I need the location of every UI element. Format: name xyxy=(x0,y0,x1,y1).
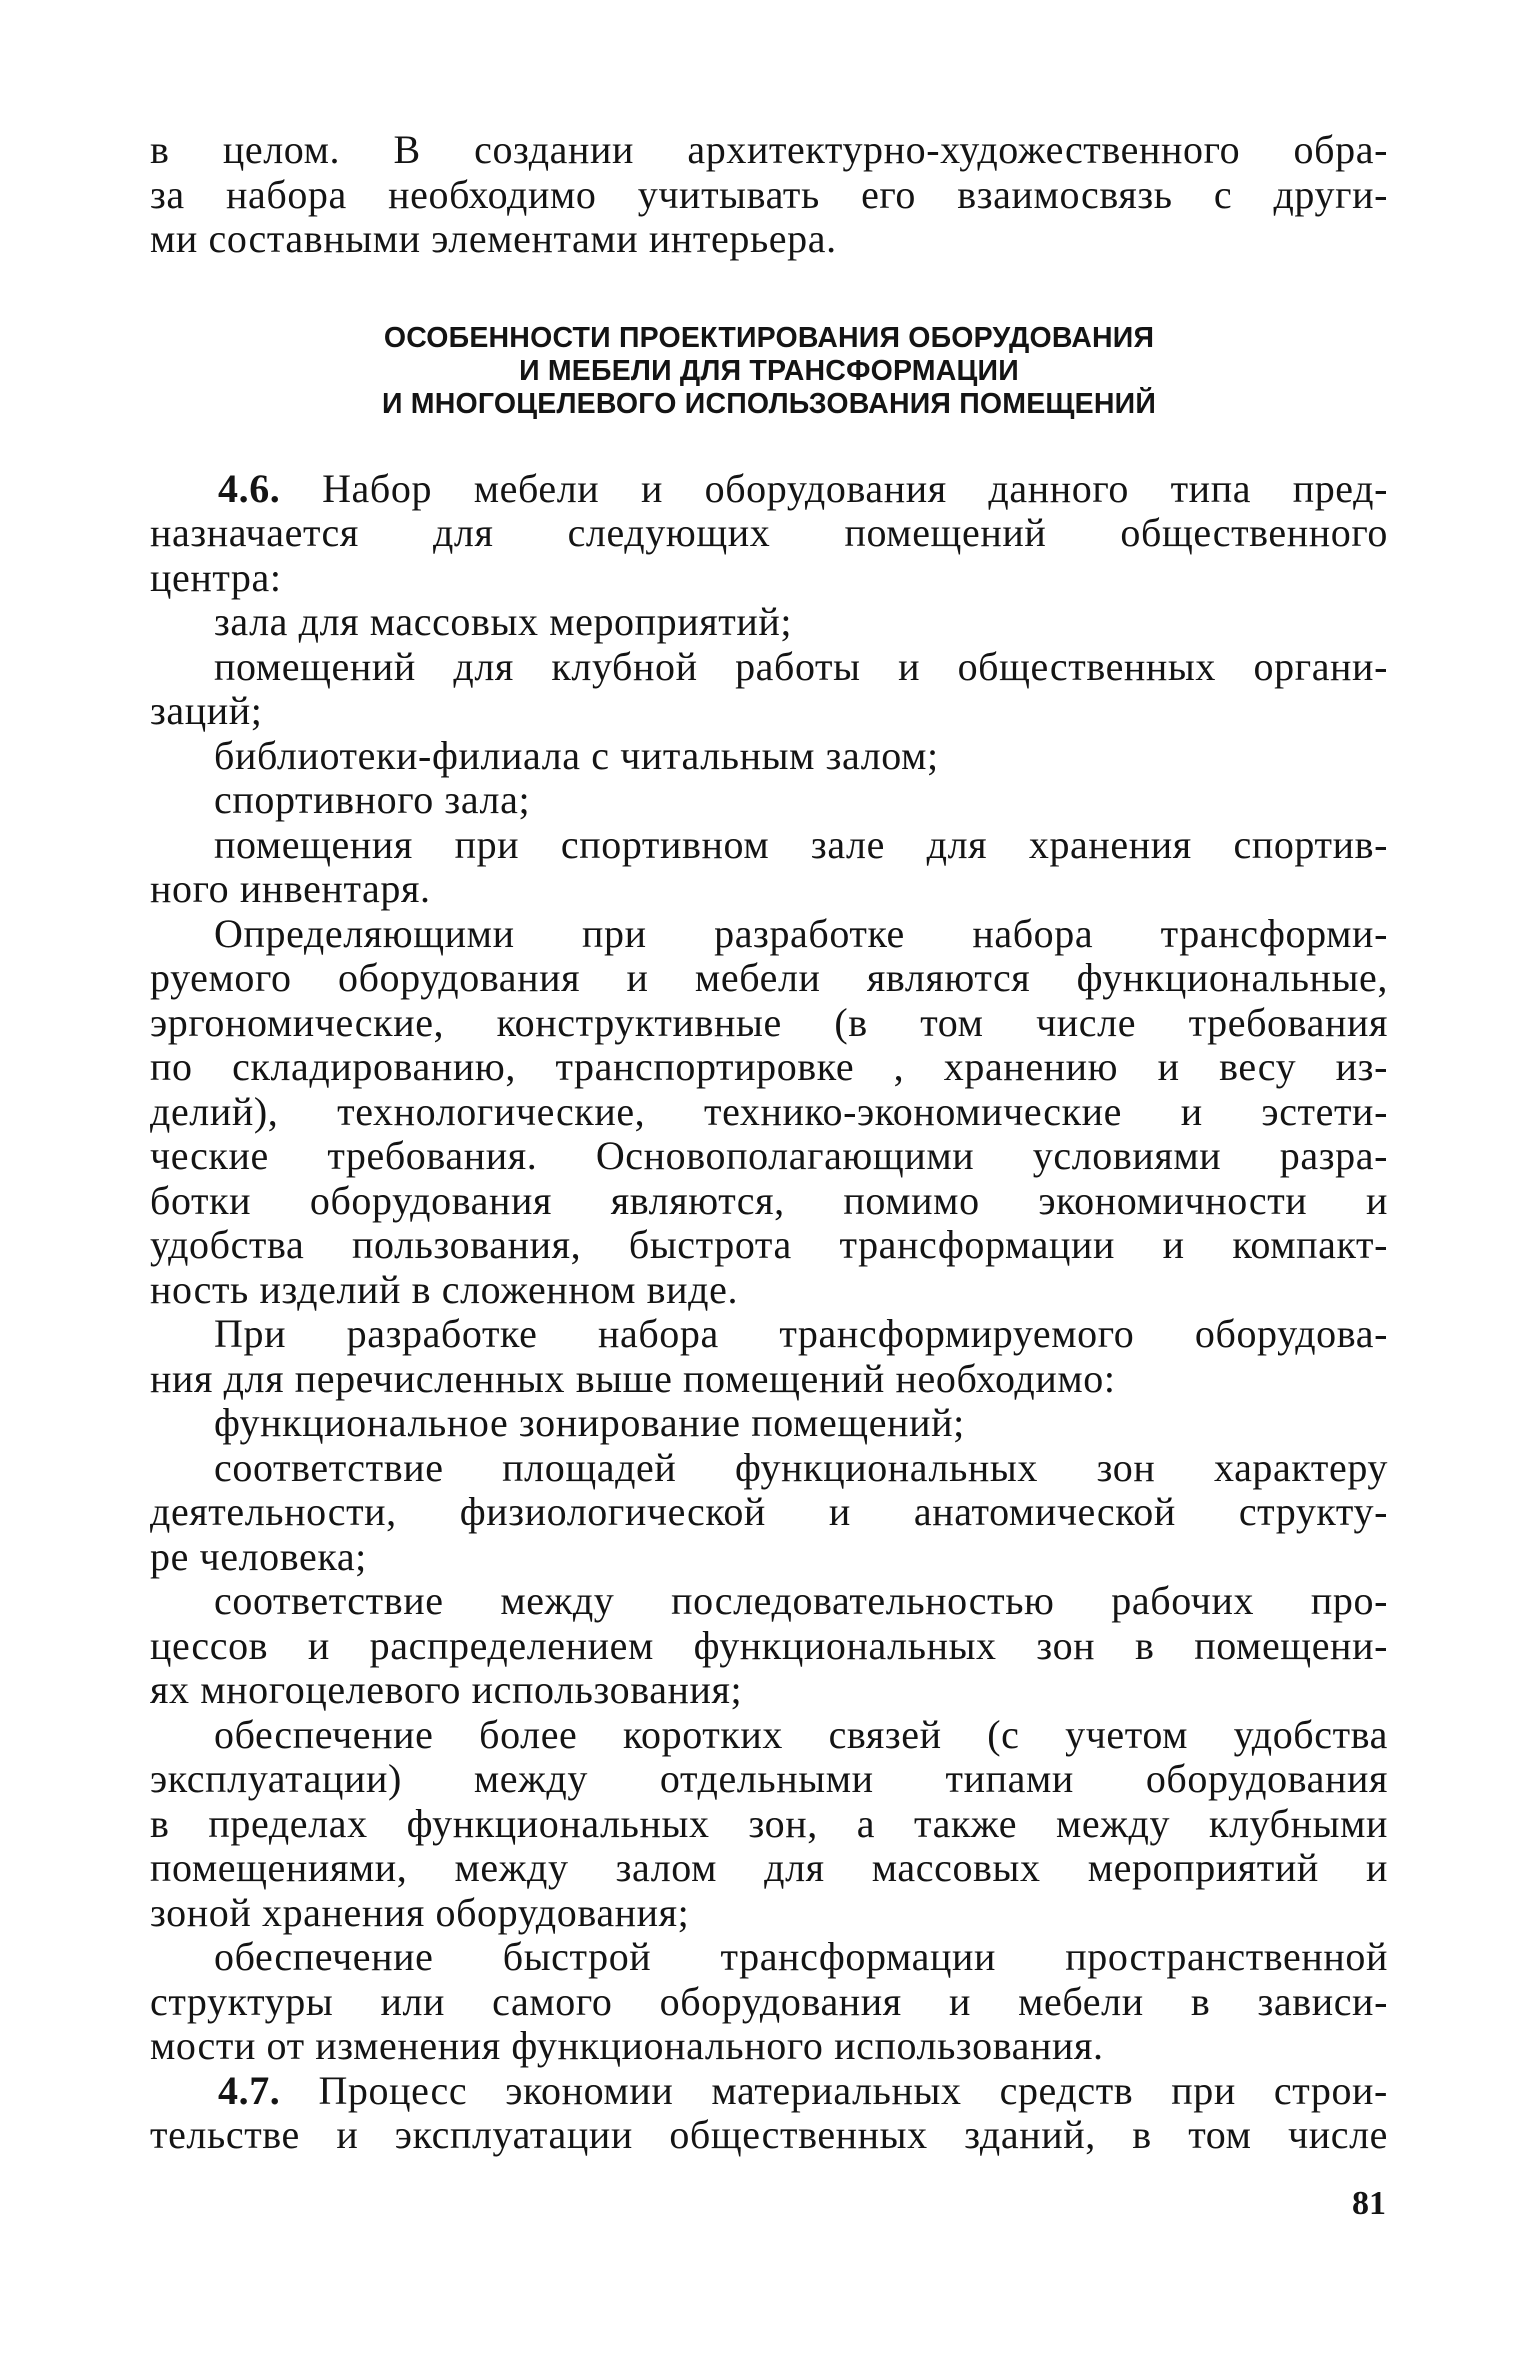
text-line: эксплуатации) между отдельными типами оборудования xyxy=(150,1756,1388,1801)
text-line: ре человека; xyxy=(150,1533,367,1579)
text-line: в целом. В создании архитектурно-художественного обра- xyxy=(150,127,1388,172)
text-line: руемого оборудования и мебели являются функциональные, xyxy=(150,955,1388,1000)
list-item: зала для массовых мероприятий; xyxy=(214,599,793,644)
heading-line: И МНОГОЦЕЛЕВОГО ИСПОЛЬЗОВАНИЯ ПОМЕЩЕНИЙ xyxy=(381,387,1157,420)
text-line: по складированию, транспортировке , хранению и весу из- xyxy=(150,1044,1388,1089)
text-line: назначается для следующих помещений общественного xyxy=(150,510,1388,555)
text-line: мости от изменения функционального использования. xyxy=(150,2023,1104,2068)
text-line: делий), технологические, технико-экономические и эстети- xyxy=(150,1088,1388,1134)
text-line: центра: xyxy=(150,554,282,600)
text-line: в пределах функциональных зон, а также между клубными xyxy=(150,1800,1388,1846)
page-number: 81 xyxy=(1352,2185,1386,2222)
text-line: Процесс экономии материальных средств при строи- xyxy=(318,2067,1388,2113)
paragraph-4-6-first-line xyxy=(150,467,1388,512)
heading-line: ОСОБЕННОСТИ ПРОЕКТИРОВАНИЯ ОБОРУДОВАНИЯ xyxy=(383,321,1155,354)
section-number: 4.7. xyxy=(218,2067,281,2113)
text-line: ного инвентаря. xyxy=(150,866,431,911)
text-line: ботки оборудования являются, помимо экономичности и xyxy=(150,1177,1388,1223)
text-line: помещениями, между залом для массовых мероприятий и xyxy=(150,1845,1388,1890)
list-item: помещений для клубной работы и общественных органи- xyxy=(214,643,1388,689)
page-body xyxy=(150,128,1388,2158)
list-item: обеспечение быстрой трансформации пространственной xyxy=(214,1934,1388,1979)
text-line: Определяющими при разработке набора трансформи- xyxy=(214,910,1388,956)
text-line: за набора необходимо учитывать его взаимосвязь с други- xyxy=(150,171,1388,217)
section-number: 4.6. xyxy=(218,465,281,511)
text-line: ность изделий в сложенном виде. xyxy=(150,1266,739,1312)
list-item: соответствие площадей функциональных зон характеру xyxy=(214,1444,1388,1490)
list-item: обеспечение более коротких связей (с учетом удобства xyxy=(214,1711,1388,1757)
heading-line: И МЕБЕЛИ ДЛЯ ТРАНСФОРМАЦИИ xyxy=(519,354,1019,387)
list-item: соответствие между последовательностью рабочих про- xyxy=(214,1578,1388,1623)
text-line: ми составными элементами интерьера. xyxy=(150,216,837,261)
list-item: спортивного зала; xyxy=(214,777,531,822)
text-line: структуры или самого оборудования и мебели в зависи- xyxy=(150,1978,1388,2024)
text-line: заций; xyxy=(150,688,263,733)
list-item: помещения при спортивном зале для хранения спортив- xyxy=(214,821,1388,867)
text-line: тельстве и эксплуатации общественных зданий, в том числе xyxy=(150,2112,1388,2157)
text-line: При разработке набора трансформируемого оборудова- xyxy=(214,1311,1388,1356)
text-line: деятельности, физиологической и анатомической структу- xyxy=(150,1489,1388,1534)
list-item: библиотеки-филиала с читальным залом; xyxy=(214,732,939,778)
text-line: эргономические, конструктивные (в том числе требования xyxy=(150,999,1388,1045)
section-heading xyxy=(150,322,1388,421)
text-line: зоной хранения оборудования; xyxy=(150,1889,690,1935)
text-line: удобства пользования, быстрота трансформации и компакт- xyxy=(150,1222,1388,1267)
text-line: ческие требования. Основополагающими условиями разра- xyxy=(150,1133,1388,1178)
text-line: ях многоцелевого использования; xyxy=(150,1667,743,1712)
text-line: ния для перечисленных выше помещений необходимо: xyxy=(150,1355,1116,1401)
text-line: Набор мебели и оборудования данного типа пред- xyxy=(322,465,1389,511)
paragraph-4-7-first-line xyxy=(150,2069,1388,2114)
text-line: цессов и распределением функциональных зон в помещени- xyxy=(150,1622,1388,1668)
list-item: функциональное зонирование помещений; xyxy=(214,1400,965,1445)
